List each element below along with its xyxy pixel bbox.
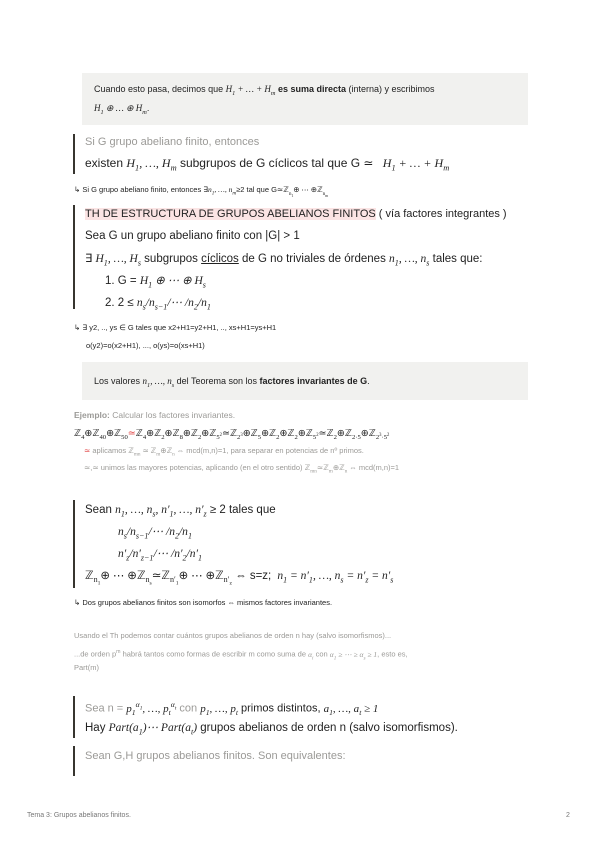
note-3: ↳ Dos grupos abelianos finitos son isomorfos ⇔ mismos factores invariantes.	[74, 598, 333, 607]
quote-bar	[73, 696, 75, 738]
block1-statement: existen $H_1$, …, $H_m$ subgrupos de G cíclicos tal que G ≃ $H_1$ + … + $H_m$	[85, 156, 450, 173]
math-direct-sum: $H_1$ ⊕ … ⊕ $H_m$	[94, 102, 147, 116]
example-computation: ℤ$_4$⊕ℤ$_{40}$⊕ℤ$_{50}$≃ℤ$_4$⊕ℤ$_2$⊕ℤ$_8$⊕ℤ$_2$⊕ℤ$_{5^2}$≃ℤ$_{2^3}$⊕ℤ$_5$⊕ℤ$_2$⊕ℤ$_2$⊕ℤ$_{5^2}$≃ℤ$_2$⊕ℤ$_{2\cdot 5}$⊕ℤ$_{2^3\cdot 5^2}$	[74, 429, 390, 441]
invariant-factors-callout: Los valores $n_1$, …, $n_s$ del Teorema son los factores invariantes de G.	[82, 362, 528, 400]
callout-line-1: Cuando esto pasa, decimos que $H_1$ + … + $H_m$ es suma directa (interna) y escribimos	[94, 84, 435, 97]
count-line-1: Sea $n = p_1^{\alpha_1}$, …, $p_t^{\alpha_t}$ con $p_1$, …, $p_t$ primos distintos, $a_1$, …, $a_t \ge 1$	[85, 700, 379, 717]
quote-bar	[73, 205, 75, 309]
callout-line-2: $H_1$ ⊕ … ⊕ $H_m$.	[94, 102, 150, 116]
iso-statement-line-3: $n'_z/n'_{z-1}/\cdots$ $/n'_2/n'_1$	[118, 548, 203, 563]
example-heading: Ejemplo: Calcular los factores invariantes.	[74, 410, 236, 420]
example-note-2: ≃,≃ unimos las mayores potencias, aplicando (en el otro sentido) ℤ$_{mn}$≃ℤ$_m$⊕ℤ$_n$ ⇔ mcd(m,n)=1	[84, 463, 400, 475]
iso-statement-line-4: ℤ$_{n_1}$⊕ ⋯ ⊕ℤ$_{n_s}$≃ℤ$_{n'_1}$⊕ ⋯ ⊕ℤ$_{n'_z}$ ⇔ s=z; $n_1 = n'_1$, …, $n_s = n'_z = n'_s$	[85, 570, 394, 587]
theorem-item-2: 2. $2 \le n_s/n_{s-1}/\cdots$ $/n_2/n_1$	[105, 297, 211, 312]
iso-statement-line-2: $n_s/n_{s-1}/\cdots$ $/n_2/n_1$	[118, 526, 192, 541]
math-sum: $H_1$ + … + $H_m$	[225, 84, 276, 97]
footer-title: Tema 3: Grupos abelianos finitos.	[27, 812, 131, 819]
usage-line-1: Usando el Th podemos contar cuántos grupos abelianos de orden n hay (salvo isomorfismos)...	[74, 631, 392, 640]
quote-bar	[73, 500, 75, 588]
page-number: 2	[566, 812, 570, 819]
quote-bar	[73, 134, 75, 174]
note-2-line-1: ↳ ∃ y2, .., ys ∈ G tales que x2+H1=y2+H1, .., xs+H1=ys+H1	[74, 323, 277, 332]
count-line-2: Hay $Part(a_1)\cdots$ $Part(a_t)$ grupos abelianos de orden n (salvo isomorfismos).	[85, 722, 458, 737]
note-1: ↳ Si G grupo abeliano finito, entonces $\exists n_1$, …, $n_m\ge 2$ tal que G≃ℤ$_{n_1}$⊕ ⋯ ⊕ℤ$_{n_m}$	[74, 185, 329, 198]
usage-line-2: ...de orden $p^m$ habrá tantos como formas de escribir m como suma de $\alpha_i$ con $\alpha_1$ ≥ ⋯ ≥ $\alpha_s \ge 1$, esto es,	[74, 649, 408, 661]
theorem-title: TH DE ESTRUCTURA DE GRUPOS ABELIANOS FINITOS ( vía factores integrantes )	[85, 208, 507, 220]
equivalence-heading: Sean G,H grupos abelianos finitos. Son equivalentes:	[85, 750, 346, 762]
theorem-hypothesis: Sea G un grupo abeliano finito con |G| > 1	[85, 230, 300, 242]
iso-statement-line-1: Sean $n_1$, …, $n_s$, $n'_1$, …, $n'_z \ge 2$ tales que	[85, 504, 276, 519]
direct-sum-callout	[82, 73, 528, 125]
quote-bar	[73, 746, 75, 776]
theorem-item-1: 1. $G = H_1$ ⊕ ⋯ ⊕ $H_s$	[105, 275, 206, 290]
usage-line-3: Part(m)	[74, 663, 99, 672]
theorem-claim: ∃ $H_1$, …, $H_s$ subgrupos cíclicos de G no triviales de órdenes $n_1$, …, $n_s$ tales que:	[85, 253, 483, 268]
example-note-1: ≃ aplicamos ℤ$_{mn}$ ≃ ℤ$_m$⊕ℤ$_n$ ⇔ mcd(m,n)=1, para separar en potencias de nº primos.	[84, 446, 364, 458]
note-2-line-2: o(y2)=o(x2+H1), ..., o(ys)=o(xs+H1)	[86, 341, 205, 350]
block1-heading: Si G grupo abeliano finito, entonces	[85, 136, 260, 148]
